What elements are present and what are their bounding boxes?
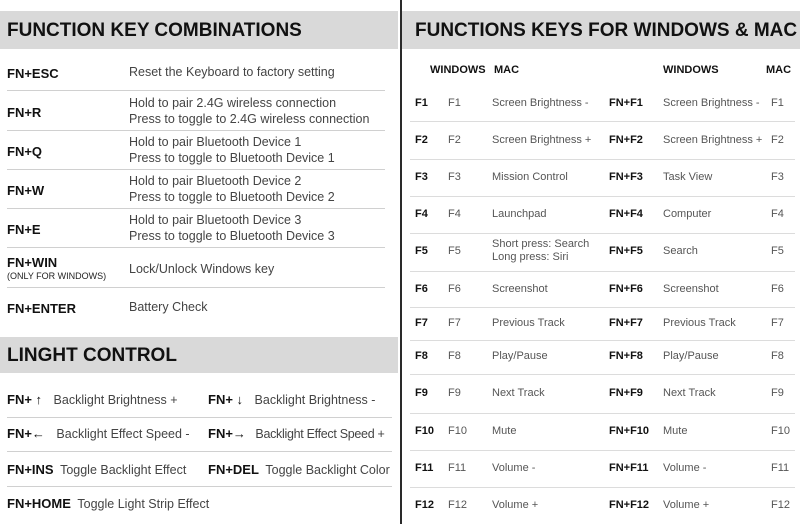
light-desc: Backlight Brightness - — [254, 393, 376, 407]
fnkey-windows-function: Volume + — [663, 499, 710, 511]
col-header-mac: MAC — [766, 64, 792, 76]
fnkey-windows-function: Screen Brightness - — [663, 97, 760, 109]
combo-desc: Battery Check — [129, 300, 208, 314]
row-separator — [7, 247, 385, 248]
fkey-mac: F2 — [448, 134, 461, 146]
fkey-windows: F10 — [415, 425, 434, 437]
fkey-mac-function: Next Track — [492, 387, 545, 399]
fnkey-windows-function: Search — [663, 245, 698, 257]
fkey-mac: F10 — [448, 425, 467, 437]
light-item-up — [7, 392, 178, 407]
combo-desc — [129, 174, 335, 205]
light-desc: Toggle Light Strip Effect — [77, 497, 210, 511]
fnkey-windows-function: Mute — [663, 425, 688, 437]
combo-key: FN+W — [7, 183, 45, 198]
fkey-mac: F9 — [448, 387, 461, 399]
fkey-mac: F7 — [448, 317, 461, 329]
fkey-mac-function: Screen Brightness - — [492, 97, 589, 109]
fnkey-mac: F7 — [771, 317, 784, 329]
row-separator — [410, 413, 795, 414]
fnkey-combo: FN+F8 — [609, 350, 643, 362]
light-item-del — [208, 462, 390, 477]
combo-desc-line: Hold to pair 2.4G wireless connection — [129, 96, 337, 110]
fnkey-mac: F4 — [771, 208, 784, 220]
fnkey-windows-function: Screen Brightness + — [663, 134, 763, 146]
fnkey-combo: FN+F10 — [609, 425, 650, 437]
fkey-windows: F4 — [415, 208, 428, 220]
fkey-mac-function-line: Long press: Siri — [492, 251, 569, 263]
fkey-windows: F8 — [415, 350, 428, 362]
fnkey-mac: F10 — [771, 425, 790, 437]
light-key: FN+→ — [208, 426, 246, 441]
combo-key-label: FN+WIN — [7, 255, 58, 270]
light-key: FN+← — [7, 426, 45, 441]
row-separator — [410, 196, 795, 197]
fnkey-mac: F1 — [771, 97, 784, 109]
functions-keys-title: FUNCTIONS KEYS FOR WINDOWS & MAC — [402, 11, 800, 49]
fkey-mac: F3 — [448, 171, 461, 183]
fkey-mac: F12 — [448, 499, 467, 511]
fkey-mac-function — [492, 238, 589, 264]
combo-desc-line: Press to toggle to Bluetooth Device 2 — [129, 189, 335, 204]
fkey-mac: F5 — [448, 245, 461, 257]
fkey-mac: F4 — [448, 208, 461, 220]
fnkey-mac: F2 — [771, 134, 784, 146]
light-desc: Toggle Backlight Color — [265, 463, 390, 477]
fkey-mac-function: Volume + — [492, 499, 539, 511]
fkey-mac: F8 — [448, 350, 461, 362]
fkey-mac-function: Mute — [492, 425, 517, 437]
row-separator — [7, 90, 385, 91]
col-header-windows: WINDOWS — [430, 64, 486, 76]
fnkey-mac: F6 — [771, 283, 784, 295]
fnkey-combo: FN+F4 — [609, 208, 643, 220]
combo-key: FN+R — [7, 105, 42, 120]
row-separator — [7, 169, 385, 170]
fkey-windows: F9 — [415, 387, 428, 399]
combo-key-note: (ONLY FOR WINDOWS) — [7, 271, 107, 281]
fkey-mac-function: Screen Brightness + — [492, 134, 592, 146]
fkey-mac-function: Volume - — [492, 462, 536, 474]
combo-desc-line: Press to toggle to Bluetooth Device 1 — [129, 150, 335, 165]
light-key: FN+ ↑ — [7, 392, 43, 407]
fkey-windows: F6 — [415, 283, 428, 295]
combo-desc — [129, 96, 369, 127]
row-separator — [410, 271, 795, 272]
fkey-windows: F12 — [415, 499, 434, 511]
fnkey-windows-function: Computer — [663, 208, 712, 220]
fnkey-windows-function: Play/Pause — [663, 350, 719, 362]
light-desc: Toggle Backlight Effect — [60, 463, 187, 477]
fnkey-windows-function: Volume - — [663, 462, 707, 474]
fkey-mac: F6 — [448, 283, 461, 295]
light-key: FN+DEL — [208, 462, 259, 477]
row-separator — [7, 417, 392, 418]
fnkey-windows-function: Task View — [663, 171, 713, 183]
combo-key — [7, 255, 106, 281]
fnkey-mac: F12 — [771, 499, 790, 511]
light-desc: Backlight Brightness + — [53, 393, 178, 407]
row-separator — [7, 208, 385, 209]
fkey-mac-function: Play/Pause — [492, 350, 548, 362]
fkey-windows: F5 — [415, 245, 428, 257]
combo-desc — [129, 135, 335, 166]
fnkey-combo: FN+F2 — [609, 134, 643, 146]
row-separator — [410, 159, 795, 160]
row-separator — [410, 450, 795, 451]
function-key-combinations-title: FUNCTION KEY COMBINATIONS — [0, 11, 398, 49]
combo-desc-line: Hold to pair Bluetooth Device 1 — [129, 135, 302, 149]
light-item-left — [7, 426, 190, 441]
row-separator — [7, 486, 392, 487]
fkey-mac-function: Mission Control — [492, 171, 568, 183]
combo-desc: Lock/Unlock Windows key — [129, 262, 275, 276]
fkey-mac-function: Previous Track — [492, 317, 565, 329]
row-separator — [7, 130, 385, 131]
combo-key: FN+E — [7, 222, 41, 237]
col-header-windows: WINDOWS — [663, 64, 719, 76]
light-key: FN+ ↓ — [208, 392, 244, 407]
row-separator — [410, 487, 795, 488]
combo-key: FN+ENTER — [7, 301, 76, 316]
fnkey-windows-function: Previous Track — [663, 317, 736, 329]
fkey-windows: F2 — [415, 134, 428, 146]
fkey-mac-function-line: Short press: Search — [492, 238, 590, 250]
light-key: FN+INS — [7, 462, 54, 477]
light-item-home — [7, 496, 209, 511]
fkey-mac-function: Launchpad — [492, 208, 547, 220]
combo-desc: Reset the Keyboard to factory setting — [129, 65, 335, 79]
fkey-windows: F3 — [415, 171, 428, 183]
fnkey-combo: FN+F12 — [609, 499, 650, 511]
row-separator — [410, 121, 795, 122]
combo-desc-line: Press to toggle to 2.4G wireless connection — [129, 111, 370, 126]
combo-desc — [129, 213, 335, 244]
row-separator — [7, 451, 392, 452]
fnkey-combo: FN+F11 — [609, 462, 649, 474]
fnkey-combo: FN+F7 — [609, 317, 643, 329]
combo-key: FN+Q — [7, 144, 43, 159]
fnkey-combo: FN+F5 — [609, 245, 643, 257]
fnkey-mac: F3 — [771, 171, 784, 183]
combo-desc-line: Press to toggle to Bluetooth Device 3 — [129, 228, 335, 243]
fnkey-combo: FN+F6 — [609, 283, 643, 295]
fnkey-mac: F11 — [771, 462, 790, 474]
light-item-down — [208, 392, 375, 407]
fkey-windows: F11 — [415, 462, 434, 474]
light-desc: Backlight Effect Speed + — [255, 427, 385, 441]
light-desc: Backlight Effect Speed - — [56, 427, 190, 441]
fnkey-windows-function: Screenshot — [663, 283, 719, 295]
row-separator — [410, 233, 795, 234]
light-key: FN+HOME — [7, 496, 71, 511]
fnkey-mac: F5 — [771, 245, 784, 257]
light-control-title: LINGHT CONTROL — [0, 337, 398, 373]
fkey-mac: F1 — [448, 97, 461, 109]
fkey-windows: F7 — [415, 317, 428, 329]
column-divider — [400, 0, 402, 524]
fnkey-combo: FN+F9 — [609, 387, 643, 399]
fkey-mac-function: Screenshot — [492, 283, 548, 295]
combo-desc-line: Hold to pair Bluetooth Device 3 — [129, 213, 302, 227]
fnkey-combo: FN+F1 — [609, 97, 643, 109]
combo-key: FN+ESC — [7, 66, 59, 81]
light-item-ins — [7, 462, 186, 477]
light-item-right — [208, 426, 385, 441]
row-separator — [7, 287, 385, 288]
fkey-mac: F11 — [448, 462, 467, 474]
row-separator — [410, 340, 795, 341]
row-separator — [410, 307, 795, 308]
combo-desc-line: Hold to pair Bluetooth Device 2 — [129, 174, 302, 188]
col-header-mac: MAC — [494, 64, 520, 76]
fnkey-mac: F9 — [771, 387, 784, 399]
fnkey-combo: FN+F3 — [609, 171, 643, 183]
row-separator — [410, 374, 795, 375]
fkey-windows: F1 — [415, 97, 428, 109]
fnkey-windows-function: Next Track — [663, 387, 716, 399]
fnkey-mac: F8 — [771, 350, 784, 362]
